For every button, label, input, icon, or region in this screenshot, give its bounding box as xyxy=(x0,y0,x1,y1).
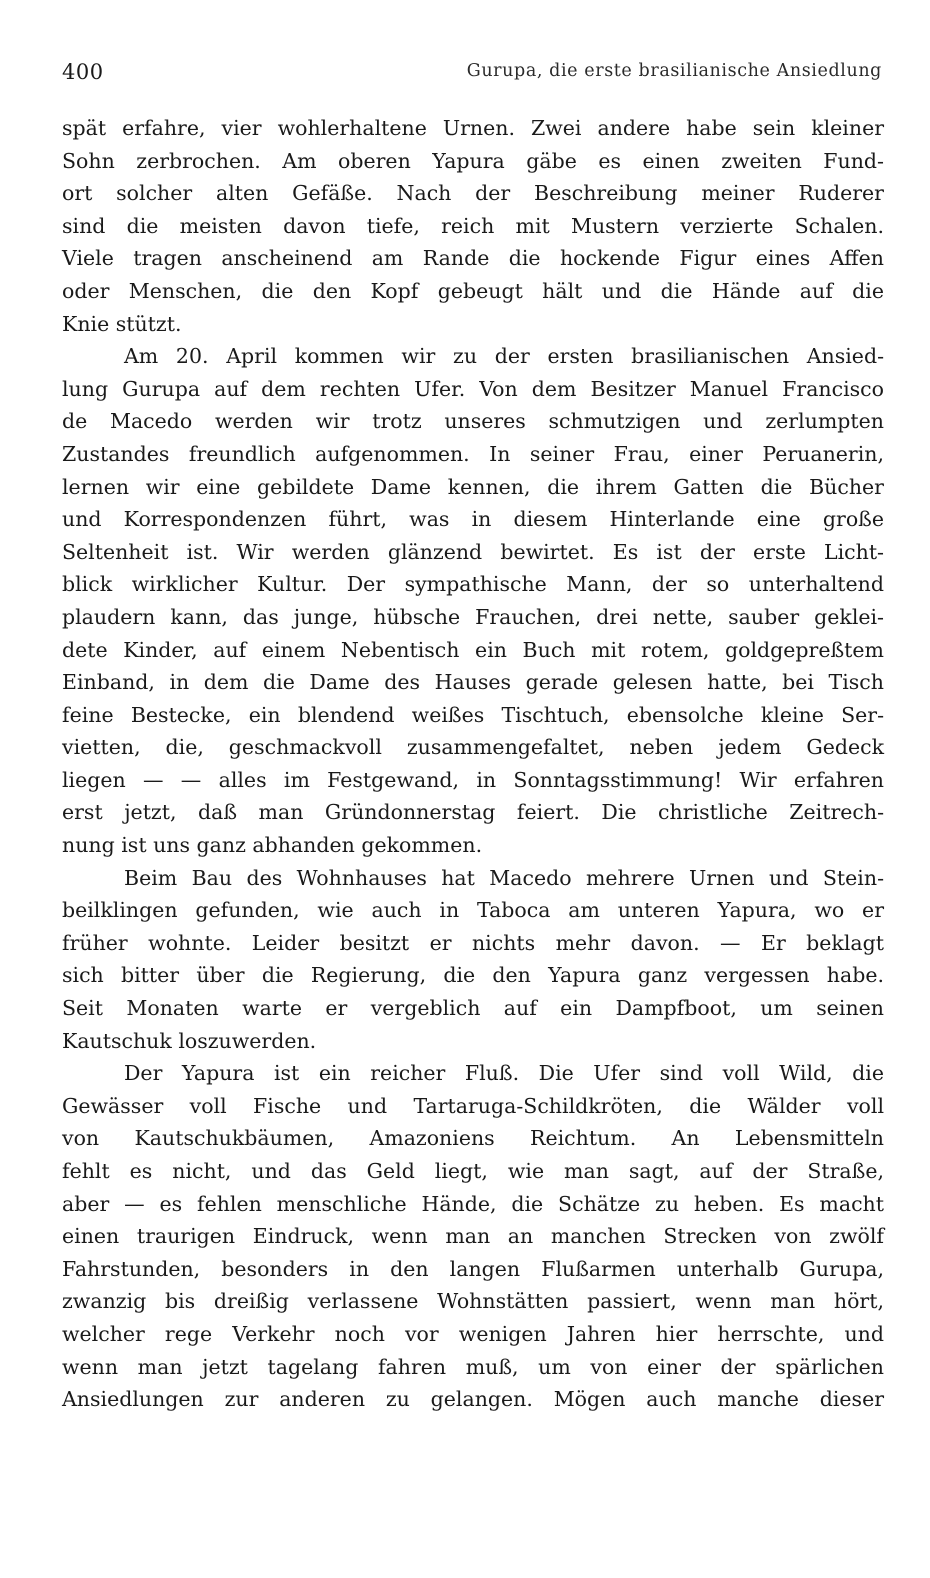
text-line: früher wohnte. Leider besitzt er nichts mehr davon. — Er beklagt xyxy=(62,930,884,955)
page-header xyxy=(62,60,882,90)
text-line: beilklingen gefunden, wie auch in Taboca am unteren Yapura, wo er xyxy=(62,898,884,923)
text-line: Gewässer voll Fische und Tartaruga-Schildkröten, die Wälder voll xyxy=(62,1093,884,1118)
text-line: von Kautschukbäumen, Amazoniens Reichtum. An Lebensmitteln xyxy=(62,1126,884,1151)
paragraph xyxy=(62,1057,884,1416)
text-line: Zustandes freundlich aufgenommen. In seiner Frau, einer Peruanerin, xyxy=(62,441,884,466)
body-text xyxy=(62,112,884,1416)
text-line: Kautschuk loszuwerden. xyxy=(62,1028,317,1053)
text-line: sind die meisten davon tiefe, reich mit Mustern verzierte Schalen. xyxy=(62,213,884,238)
text-line: Ansiedlungen zur anderen zu gelangen. Mögen auch manche dieser xyxy=(62,1387,884,1412)
text-line: blick wirklicher Kultur. Der sympathische Mann, der so unterhaltend xyxy=(62,572,884,597)
text-line: Einband, in dem die Dame des Hauses gerade gelesen hatte, bei Tisch xyxy=(62,670,884,695)
text-line: oder Menschen, die den Kopf gebeugt hält und die Hände auf die xyxy=(62,278,884,303)
paragraph xyxy=(62,340,884,862)
text-line: lernen wir eine gebildete Dame kennen, die ihrem Gatten die Bücher xyxy=(62,474,884,499)
text-line: Seit Monaten warte er vergeblich auf ein Dampfboot, um seinen xyxy=(62,996,884,1021)
text-line: sich bitter über die Regierung, die den Yapura ganz vergessen habe. xyxy=(62,963,884,988)
paragraph xyxy=(62,112,884,340)
text-line: fehlt es nicht, und das Geld liegt, wie man sagt, auf der Straße, xyxy=(62,1159,884,1183)
text-line: Beim Bau des Wohnhauses hat Macedo mehrere Urnen und Stein- xyxy=(124,865,884,890)
text-line: de Macedo werden wir trotz unseres schmutzigen und zerlumpten xyxy=(62,409,884,434)
text-line: liegen — — alles im Festgewand, in Sonntagsstimmung! Wir erfahren xyxy=(62,767,884,792)
text-line: ort solcher alten Gefäße. Nach der Beschreibung meiner Ruderer xyxy=(62,181,884,206)
text-line: lung Gurupa auf dem rechten Ufer. Von dem Besitzer Manuel Francisco xyxy=(62,376,884,401)
text-line: zwanzig bis dreißig verlassene Wohnstätten passiert, wenn man hört, xyxy=(62,1289,884,1314)
text-line: Viele tragen anscheinend am Rande die hockende Figur eines Affen xyxy=(62,246,884,271)
text-line: Sohn zerbrochen. Am oberen Yapura gäbe es einen zweiten Fund- xyxy=(62,148,884,173)
text-line: plaudern kann, das junge, hübsche Frauchen, drei nette, sauber geklei- xyxy=(62,604,884,629)
page-number: 400 xyxy=(62,60,104,84)
paragraph xyxy=(62,862,884,1058)
text-line: und Korrespondenzen führt, was in diesem Hinterlande eine große xyxy=(62,507,884,532)
text-line: spät erfahre, vier wohlerhaltene Urnen. Zwei andere habe sein kleiner xyxy=(62,116,884,140)
text-line: wenn man jetzt tagelang fahren muß, um von einer der spärlichen xyxy=(62,1354,884,1379)
text-line: vietten, die, geschmackvoll zusammengefaltet, neben jedem Gedeck xyxy=(62,735,884,760)
text-line: Seltenheit ist. Wir werden glänzend bewirtet. Es ist der erste Licht- xyxy=(62,539,884,564)
text-line: einen traurigen Eindruck, wenn man an manchen Strecken von zwölf xyxy=(62,1224,884,1249)
text-line: Am 20. April kommen wir zu der ersten brasilianischen Ansied- xyxy=(124,344,884,369)
text-line: Knie stützt. xyxy=(62,311,182,336)
text-line: erst jetzt, daß man Gründonnerstag feiert. Die christliche Zeitrech- xyxy=(62,800,884,825)
running-title: Gurupa, die erste brasilianische Ansiedlung xyxy=(466,61,882,81)
text-line: nung ist uns ganz abhanden gekommen. xyxy=(62,833,483,858)
text-line: aber — es fehlen menschliche Hände, die Schätze zu heben. Es macht xyxy=(62,1191,884,1216)
text-line: Der Yapura ist ein reicher Fluß. Die Ufer sind voll Wild, die xyxy=(124,1061,884,1086)
text-line: dete Kinder, auf einem Nebentisch ein Buch mit rotem, goldgepreßtem xyxy=(62,637,884,662)
text-line: welcher rege Verkehr noch vor wenigen Jahren hier herrschte, und xyxy=(62,1321,884,1346)
text-line: feine Bestecke, ein blendend weißes Tischtuch, ebensolche kleine Ser- xyxy=(62,702,884,727)
text-line: Fahrstunden, besonders in den langen Flußarmen unterhalb Gurupa, xyxy=(62,1256,884,1281)
